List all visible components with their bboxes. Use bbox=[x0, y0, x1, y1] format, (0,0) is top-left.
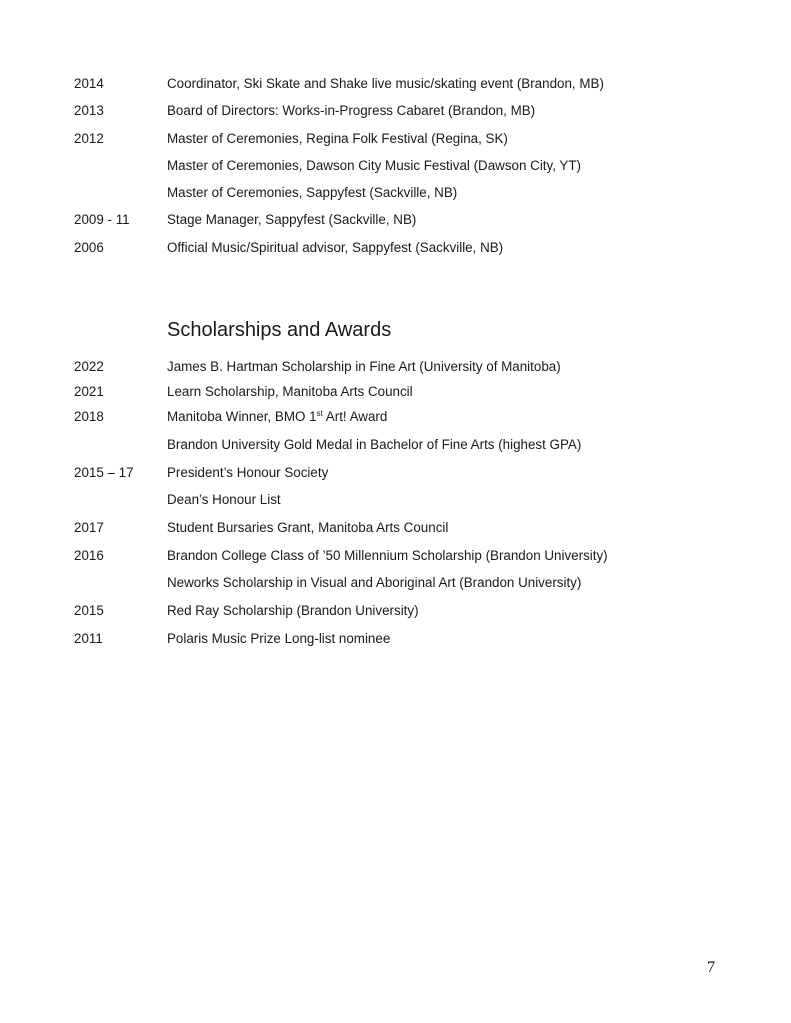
activity-row bbox=[0, 101, 791, 121]
activity-year: 2012 bbox=[74, 131, 104, 146]
activity-year: 2006 bbox=[74, 240, 104, 255]
award-row bbox=[0, 518, 791, 538]
activity-row bbox=[0, 238, 791, 258]
activity-year: 2009 - 11 bbox=[74, 212, 130, 227]
award-text-rest: Art! Award bbox=[322, 409, 388, 424]
award-row bbox=[0, 629, 791, 649]
activity-row bbox=[0, 74, 791, 94]
award-year: 2015 – 17 bbox=[74, 465, 134, 480]
award-year: 2016 bbox=[74, 548, 104, 563]
award-row bbox=[0, 463, 791, 483]
award-text: President’s Honour Society bbox=[167, 465, 329, 480]
award-text: Dean’s Honour List bbox=[167, 492, 281, 507]
activity-text: Coordinator, Ski Skate and Shake live music/skating event (Brandon, MB) bbox=[167, 76, 604, 91]
award-text: James B. Hartman Scholarship in Fine Art (University of Manitoba) bbox=[167, 359, 561, 374]
award-row bbox=[0, 490, 791, 510]
award-row bbox=[0, 573, 791, 593]
award-row bbox=[0, 546, 791, 566]
activity-row bbox=[0, 183, 791, 203]
award-row bbox=[0, 435, 791, 455]
award-row bbox=[0, 601, 791, 621]
award-year: 2015 bbox=[74, 603, 104, 618]
activity-year: 2014 bbox=[74, 76, 104, 91]
award-text: Learn Scholarship, Manitoba Arts Council bbox=[167, 384, 413, 399]
award-text: Student Bursaries Grant, Manitoba Arts Council bbox=[167, 520, 449, 535]
activity-text: Master of Ceremonies, Sappyfest (Sackville, NB) bbox=[167, 185, 458, 200]
award-year: 2017 bbox=[74, 520, 104, 535]
award-text-main: Manitoba Winner, BMO 1 bbox=[167, 409, 317, 424]
page-number: 7 bbox=[707, 959, 715, 976]
ordinal-superscript: st bbox=[316, 409, 323, 418]
award-year: 2021 bbox=[74, 384, 104, 399]
award-year: 2018 bbox=[74, 409, 104, 424]
award-year: 2011 bbox=[74, 631, 103, 646]
activity-text: Master of Ceremonies, Regina Folk Festival (Regina, SK) bbox=[167, 131, 508, 146]
activity-text: Official Music/Spiritual advisor, Sappyfest (Sackville, NB) bbox=[167, 240, 504, 255]
award-year: 2022 bbox=[74, 359, 104, 374]
award-row bbox=[0, 382, 791, 402]
activity-row bbox=[0, 210, 791, 230]
activity-text: Stage Manager, Sappyfest (Sackville, NB) bbox=[167, 212, 417, 227]
award-text: Neworks Scholarship in Visual and Aboriginal Art (Brandon University) bbox=[167, 575, 582, 590]
activity-year: 2013 bbox=[74, 103, 104, 118]
section-heading-scholarships: Scholarships and Awards bbox=[167, 319, 392, 341]
activity-text: Master of Ceremonies, Dawson City Music Festival (Dawson City, YT) bbox=[167, 158, 581, 173]
award-row bbox=[0, 407, 791, 427]
award-text: Red Ray Scholarship (Brandon University) bbox=[167, 603, 419, 618]
award-text: Brandon College Class of ’50 Millennium Scholarship (Brandon University) bbox=[167, 548, 608, 563]
activity-text: Board of Directors: Works-in-Progress Cabaret (Brandon, MB) bbox=[167, 103, 536, 118]
activity-row bbox=[0, 156, 791, 176]
award-text bbox=[167, 407, 387, 427]
award-row bbox=[0, 357, 791, 377]
award-text: Polaris Music Prize Long-list nominee bbox=[167, 631, 391, 646]
activity-row bbox=[0, 129, 791, 149]
award-text: Brandon University Gold Medal in Bachelor of Fine Arts (highest GPA) bbox=[167, 437, 582, 452]
